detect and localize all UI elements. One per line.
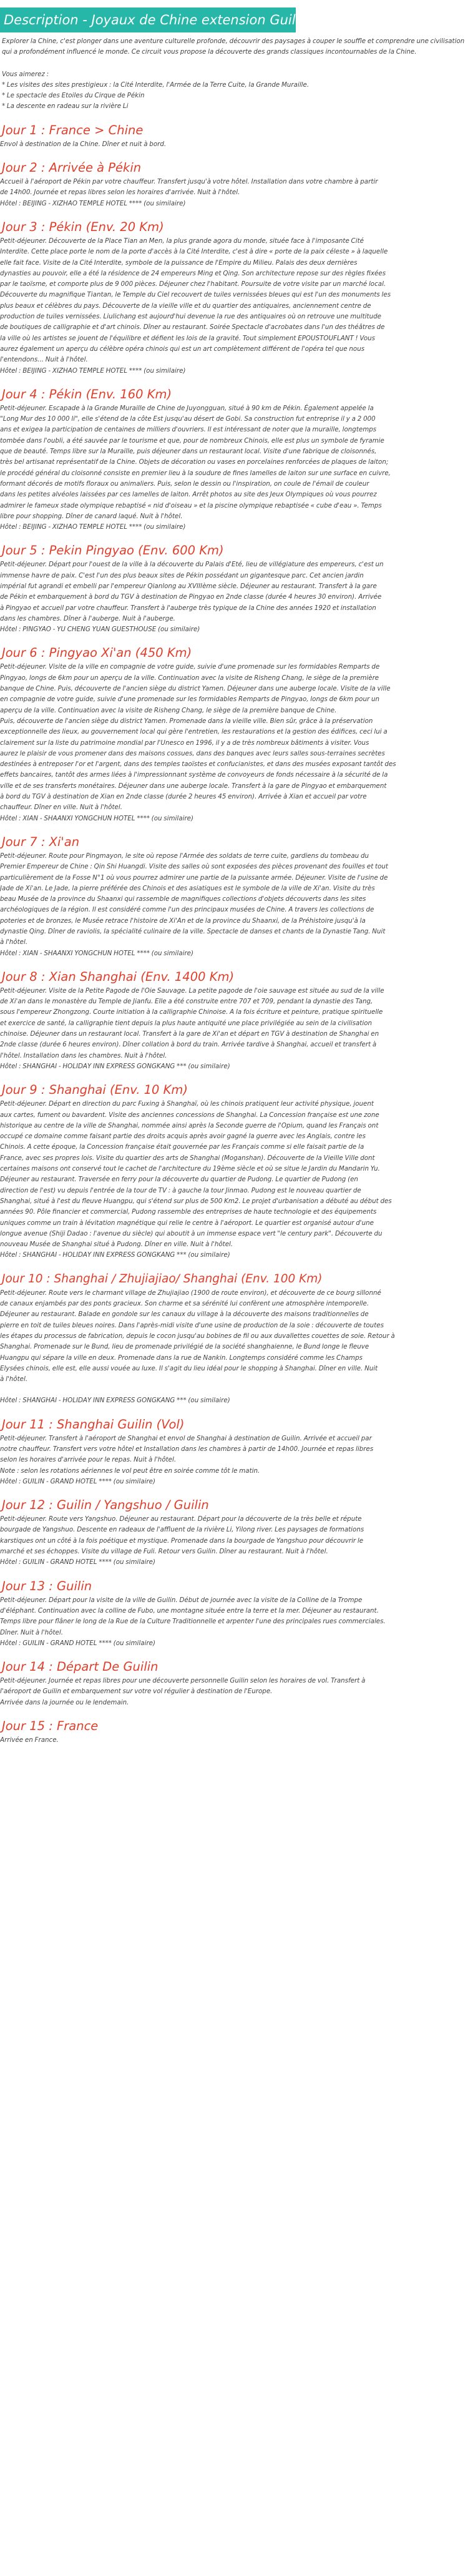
day-text-line: Petit-déjeuner. Visite de la ville en compagnie de votre guide, suivie d'une promenade sur les formidables Remparts de — [0, 663, 380, 671]
day-text-line: l'entendons... Nuit à l'hôtel. — [0, 356, 88, 364]
day-text-line: particulièrement de la Fosse N°1 où vous pourrez admirer une partie de la puissante armée. Déjeuner. Visite de l'usine de — [0, 873, 388, 882]
day-text-line: aux cartes, fument ou bavardent. Visite des anciennes concessions de Shanghai. La Concession française est une zone — [0, 1111, 379, 1119]
day-text-line: et exercice de santé, la calligraphie tient depuis la plus haute antiquité une place privilégiée au sein de la civilisation — [0, 1019, 373, 1027]
day-text-line: Hôtel : SHANGHAI - HOLIDAY INN EXPRESS GONGKANG *** (ou similaire) — [0, 1397, 230, 1405]
day-text-line: Découverte du magnifique Tiantan, le Temple du Ciel recouvert de tuiles vernissées bleues qui est l'un des monuments les — [0, 291, 391, 299]
day-section — [0, 1081, 468, 1261]
day-text-line: tombée dans l'oubli, a été sauvée par le tourisme et que, pour de nombreux Chinois, elle est plus un symbole de fyramie — [0, 436, 384, 445]
day-title: Jour 3 : Pékin (Env. 20 Km) — [2, 219, 164, 234]
highlight-item: * Le spectacle des Etoiles du Cirque de Pékin — [2, 92, 145, 100]
day-section — [0, 1497, 468, 1568]
day-section — [0, 644, 468, 823]
day-text-line: Petit-déjeuner. Route vers Yangshuo. Déjeuner au restaurant. Départ pour la découverte de la très belle et répute — [0, 1515, 362, 1523]
day-description — [0, 986, 468, 1072]
day-text-line: Petit-déjeuner. Escapade à la Grande Muraille de Chine de Juyongguan, situé à 90 km de Pékin. Également appelée la — [0, 404, 374, 412]
day-text-line: aperçu de la ville. Continuation avec la visite de Risheng Chang, le siège de la première banque de Chine. — [0, 706, 337, 714]
day-text-line: d'éléphant. Continuation avec la colline de Fubo, une montagne située entre la terre et la mer. Déjeuner au restaurant. — [0, 1606, 379, 1615]
day-text-line: production de tuiles vernissées. Liulichang est aujourd'hui devenue la rue des antiquaires où on retrouve une multitude — [0, 313, 381, 321]
day-section — [0, 1718, 468, 1746]
day-text-line: Hôtel : SHANGHAI - HOLIDAY INN EXPRESS GONGKANG *** (ou similaire) — [0, 1062, 230, 1070]
day-text-line: Temps libre pour flâner le long de la Rue de la Culture Traditionnelle et arpenter l'une des principales rues commerciales. — [0, 1618, 386, 1626]
day-text-line: France, avec ses propres lois. Visite du quartier des arts de Shanghai (Moganshan). Découverte de la Vieille Ville dont — [0, 1154, 375, 1162]
day-title: Jour 5 : Pekin Pingyao (Env. 600 Km) — [2, 543, 224, 558]
day-text-line: de 14h00. Journée et repas libres selon les horaires d'arrivée. Nuit à l'hôtel. — [0, 189, 240, 197]
day-text-line: dans les petites alvéoles laissées par ces lamelles de laiton. Arrêt photos au site des Jeux Olympiques où vous pourrez — [0, 491, 377, 499]
day-text-line: sous l'empereur Zhongzong. Courte initiation à la calligraphie Chinoise. A la fois écriture et peinture, pratique spirituelle — [0, 1008, 383, 1016]
day-section — [0, 1658, 468, 1708]
day-description — [0, 1514, 468, 1568]
day-text-line: longue avenue (Shiji Dadao : l'avenue du siècle) qui aboutit à un immense espace vert "le century park". Découverte du — [0, 1229, 383, 1237]
day-text-line: Envol à destination de la Chine. Dîner et nuit à bord. — [0, 140, 167, 148]
day-section — [0, 542, 468, 635]
day-description — [0, 851, 468, 959]
day-section — [0, 219, 468, 376]
day-text-line: "Long Mur des 10 000 li", elle s'étend de la côte Est jusqu'au désert de Gobi. Sa construction fut entreprise il y a 2 000 — [0, 415, 376, 423]
day-text-line: Déjeuner au restaurant. Balade en gondole sur les canaux du village à la découverte des maisons traditionnelles de — [0, 1310, 369, 1319]
day-text-line: Chinois. A cette époque, la Concession française était gouvernée par les Français comme si elle faisait partie de la — [0, 1143, 364, 1151]
day-text-line: archéologiques de la région. Il est considéré comme l'un des principaux musées de Chine. A travers les collections de — [0, 906, 374, 914]
day-title: Jour 10 : Shanghai / Zhujiajiao/ Shanghai (Env. 100 Km) — [2, 1272, 323, 1286]
itinerary-content — [0, 36, 468, 1746]
day-text-line: exceptionnelle des lieux, au gouvernement local qui gère l'entretien, les restaurations et la gestion des édifices, ceci lui a — [0, 728, 388, 736]
day-title: Jour 15 : France — [2, 1719, 99, 1734]
day-text-line: la ville où les artistes se jouent de l'équilibre et défient les lois de la gravité. Tout simplement EPOUSTOUFLANT ! Vous — [0, 334, 376, 342]
day-text-line: Hôtel : BEIJING - XIZHAO TEMPLE HOTEL **** (ou similaire) — [0, 523, 186, 531]
day-text-line: beau Musée de la province du Shaanxi qui rassemble de magnifiques collections d'objets découverts dans les sites — [0, 895, 366, 903]
highlight-item: * Les visites des sites prestigieux : la Cité Interdite, l'Armée de la Terre Cuite, la Grande Muraille. — [2, 81, 310, 89]
intro-lead: Vous aimerez : — [2, 70, 49, 78]
day-text-line: Petit-déjeuner. Découverte de la Place Tian an Men, la plus grande agora du monde, située face à l'imposante Cité — [0, 237, 364, 245]
day-text-line: Elysées chinois, elle est, elle aussi vouée au luxe. Il s'agit du lieu idéal pour le shopping à Shanghai. Dîner en ville. Nuit — [0, 1364, 378, 1372]
day-title: Jour 12 : Guilin / Yangshuo / Guilin — [2, 1498, 209, 1513]
day-text-line: Déjeuner au restaurant. Traversée en ferry pour la découverte du quartier de Pudong. Le quartier de Pudong (en — [0, 1176, 358, 1184]
day-text-line: effets bancaires, tantôt des armes liées à l'impressionnant système de convoyeurs de fonds nécessaire à la sécurité de la — [0, 771, 388, 779]
day-text-line: de boutiques de calligraphie et d'art chinois. Dîner au restaurant. Soirée Spectacle d'acrobates dans l'un des théâtres de — [0, 323, 385, 332]
day-text-line: que de beauté. Temps libre sur la Muraille, puis déjeuner dans un restaurant local. Visite d'une fabrique de cloisonnés, — [0, 448, 377, 456]
day-title: Jour 2 : Arrivée à Pékin — [2, 160, 142, 175]
day-text-line: Hôtel : XIAN - SHAANXI YONGCHUN HOTEL **** (ou similaire) — [0, 949, 194, 957]
day-text-line: ans et exigea la participation de centaines de milliers d'ouvriers. Il est intéressant de noter que la muraille, longtemps — [0, 426, 377, 434]
day-text-line: Hôtel : BEIJING - XIZHAO TEMPLE HOTEL **** (ou similaire) — [0, 366, 186, 375]
day-text-line: Petit-déjeuner. Départ en direction du parc Fuxing à Shanghaï, où les chinois pratiquent leur activité physique, jouent — [0, 1100, 374, 1108]
day-text-line: Petit-déjeuner. Transfert à l'aéroport de Shanghai et envol de Shanghai à destination de Guilin. Arrivée et accueil par — [0, 1434, 372, 1442]
day-text-line: Dîner. Nuit à l'hôtel. — [0, 1628, 63, 1636]
day-text-line: Hôtel : GUILIN - GRAND HOTEL **** (ou similaire) — [0, 1639, 156, 1647]
day-title: Jour 6 : Pingyao Xi'an (450 Km) — [2, 646, 192, 661]
day-text-line: Hôtel : GUILIN - GRAND HOTEL **** (ou similaire) — [0, 1477, 156, 1485]
day-text-line: clairement sur la liste du patrimoine mondial par l'Unesco en 1996, il y a de très nombreux bâtiments à visiter. Vous — [0, 739, 369, 747]
day-text-line: Petit-déjeuner. Route vers le charmant village de Zhujiajiao (1900 de route environ), et découverte de ce bourg sillonné — [0, 1289, 381, 1297]
day-section — [0, 386, 468, 533]
day-title: Jour 9 : Shanghai (Env. 10 Km) — [2, 1083, 188, 1098]
day-text-line: aurez le plaisir de vous promener dans des maisons cossues, dans des banques avec leurs salles sous-terraines secrètes — [0, 749, 385, 757]
day-section — [0, 833, 468, 959]
day-description — [0, 559, 468, 635]
day-text-line: direction de l'est) vu depuis l'entrée de la tour de TV : à gauche la tour Jinmao. Pudong est le nouveau quartier de — [0, 1186, 361, 1194]
day-text-line: plus beaux et célèbres du pays. Découverte de la vieille ville et du quartier des antiquaires, anciennement centre de — [0, 302, 371, 310]
day-text-line: occupé ce domaine comme faisant partie des droits acquis après avoir gagné la guerre avec les Anglais, contre les — [0, 1133, 366, 1141]
intro-section — [0, 36, 468, 112]
day-text-line: Arrivée dans la journée ou le lendemain. — [0, 1698, 129, 1706]
day-title: Jour 14 : Départ De Guilin — [2, 1659, 158, 1674]
day-section — [0, 122, 468, 150]
day-text-line: Petit-déjeuner. Visite de la Petite Pagode de l'Oie Sauvage. La petite pagode de l'oie sauvage est située au sud de la ville — [0, 986, 384, 995]
day-description — [0, 236, 468, 376]
day-text-line: années 90. Pôle financier et commercial, Pudong rassemble des entreprises de haute technologie et des équipements — [0, 1208, 377, 1216]
day-text-line: historique au centre de la ville de Shanghai, nommée ainsi après la Seconde guerre de l'Opium, quand les Français ont — [0, 1121, 379, 1129]
day-description — [0, 403, 468, 533]
day-text-line: pierre en toit de tuiles bleues noires. Dans l'après-midi visite d'une usine de production de la soie : découverte de toutes — [0, 1321, 384, 1329]
day-description — [0, 1288, 468, 1407]
day-text-line: libre pour shopping. Dîner de canard laqué. Nuit à l'hôtel. — [0, 512, 183, 520]
day-text-line: Petit-déjeuner. Journée et repas libres pour une découverte personnelle Guilin selon les horaires de vol. Transfert à — [0, 1677, 366, 1685]
day-text-line: Hôtel : GUILIN - GRAND HOTEL **** (ou similaire) — [0, 1558, 156, 1566]
day-text-line: Petit-déjeuner. Route pour Pingmayon, le site où repose l'Armée des soldats de terre cuite, gardiens du tombeau du — [0, 852, 369, 860]
day-text-line: banque de Chine. Puis, découverte de l'ancien siège du district Yamen. Déjeuner dans une auberge locale. Visite de la ville — [0, 685, 391, 693]
day-text-line: par le taoïsme, et comporte plus de 9 000 pièces. Déjeuner chez l'habitant. Poursuite de votre visite par un marché local. — [0, 280, 386, 288]
day-description — [0, 1676, 468, 1708]
day-text-line: en compagnie de votre guide, suivie d'une promenade sur les formidables Remparts de Pingyao, longs de 6km pour un — [0, 696, 380, 704]
day-description — [0, 139, 468, 150]
day-text-line: Jade de Xi'an. Le Jade, la pierre préférée des Chinois et des asiatiques est le symbole de la ville de Xi'an. Visite du très — [0, 884, 375, 892]
day-section — [0, 1578, 468, 1649]
highlights-list — [0, 80, 468, 112]
day-title: Jour 11 : Shanghai Guilin (Vol) — [2, 1417, 185, 1432]
day-text-line: poteries et de bronzes, le Musée retrace l'histoire de Xi'An et de la province du Shaanxi, de la Préhistoire jusqu'à la — [0, 917, 366, 925]
day-title: Jour 4 : Pékin (Env. 160 Km) — [2, 386, 172, 401]
day-text-line: karstiques ont un côté à la fois poétique et mystique. Promenade dans la bourgade de Yangshuo pour découvrir le — [0, 1536, 364, 1545]
day-text-line: Petit-déjeuner. Départ pour la visite de la ville de Guilin. Début de journée avec la visite de la Colline de la Trompe — [0, 1596, 363, 1604]
day-description — [0, 1433, 468, 1487]
day-section — [0, 968, 468, 1072]
day-text-line: Note : selon les rotations aériennes le vol peut être en soirée comme tôt le matin. — [0, 1467, 260, 1475]
day-text-line: le procédé général du cloisonné consiste en premier lieu à la soudure de fines lamelles de laiton sur une surface en cuivre, — [0, 469, 391, 477]
day-title: Jour 7 : Xi'an — [2, 834, 80, 849]
day-text-line: elle fait face. Visite de la Cité Interdite, symbole de la puissance de l'Empire du Milieu. Palais des deux dernières — [0, 258, 358, 267]
highlight-item: * La descente en radeau sur la rivière Li — [2, 102, 129, 111]
day-text-line: de Pékin et embarquement à bord du TGV à destination de Pingyao en 2nde classe (durée 4 heures 30 environ). Arrivée — [0, 593, 382, 601]
day-text-line: à bord du TGV à destination de Xian en 2nde classe (durée 2 heures 45 environ). Arrivée à Xian et accueil par votre — [0, 793, 367, 801]
day-description — [0, 1735, 468, 1746]
day-description — [0, 1099, 468, 1261]
day-text-line: bourgade de Yangshuo. Descente en radeaux de l'affluent de la rivière Li, Yilong river. Les paysages de formations — [0, 1526, 364, 1534]
day-section — [0, 1271, 468, 1407]
intro-paragraph: Explorer la Chine, c'est plonger dans une aventure culturelle profonde, découvrir des paysages à couper le souffle et comprendre une civilisation qui a profondément influencé le monde. Ce circuit vous propose la découverte des grands classiques incontournables de la Chine. — [2, 37, 465, 56]
day-text-line: Premier Empereur de Chine : Qin Shi Huangdi. Visite des salles où sont exposées des pièces provenant des fouilles et tout — [0, 863, 388, 871]
day-section — [0, 1416, 468, 1487]
day-text-line: impérial fut agrandi et embelli par l'empereur Qianlong au XVIIIème siècle. Déjeuner au restaurant. Transfert à la gare — [0, 582, 377, 590]
day-text-line: l'hôtel. Installation dans les chambres. Nuit à l'hôtel. — [0, 1051, 167, 1059]
day-text-line: à l'hôtel. — [0, 1375, 28, 1384]
days-list — [0, 122, 468, 1746]
day-text-line: à l'hôtel. — [0, 938, 28, 946]
day-text-line: Shanghai, situé à l'est du fleuve Huangpu, qui s'étend sur plus de 500 Km2. Le projet d'urbanisation a débuté au début des — [0, 1197, 392, 1205]
day-text-line: dans les chambres. Dîner à l'auberge. Nuit à l'auberge. — [0, 614, 175, 622]
title-banner — [0, 7, 373, 32]
day-text-line: Arrivée en France. — [0, 1736, 59, 1744]
day-text-line: dynastie Qing. Dîner de raviolis, la spécialité culinaire de la ville. Spectacle de danses et chants de la Dynastie Tang. Nuit — [0, 928, 386, 935]
day-text-line: Interdite. Cette place porte le nom de la porte d'accès à la Cité Interdite, c'est à dire « porte de la paix céleste » à laquelle — [0, 248, 388, 256]
day-text-line: ville et de ses transferts monétaires. Déjeuner dans une auberge locale. Transfert à la gare de Pingyao et embarquement — [0, 782, 387, 790]
day-text-line: formant décorés de motifs floraux ou animaliers. Puis, selon le dessin ou l'inspiration, on coule de l'émail de couleur — [0, 479, 369, 488]
day-text-line: Hôtel : BEIJING - XIZHAO TEMPLE HOTEL **** (ou similaire) — [0, 199, 186, 207]
day-text-line: Accueil à l'aéroport de Pékin par votre chauffeur. Transfert jusqu'à votre hôtel. Installation dans votre chambre à partir — [0, 178, 378, 186]
day-text-line: selon les horaires d'arrivée pour le repas. Nuit à l'hôtel. — [0, 1456, 177, 1464]
day-text-line: destinées à entreposer l'or et l'argent, dans des temples taoïstes et confucianistes, et dans des musées exposant tantôt des — [0, 760, 396, 769]
day-text-line: 2nde classe (durée 6 heures environ). Dîner collation à bord du train. Arrivée tardive à Shanghai, accueil et transfert à — [0, 1041, 377, 1049]
day-text-line: Hôtel : PINGYAO - YU CHENG YUAN GUESTHOUSE (ou similaire) — [0, 626, 200, 634]
day-text-line: très bel artisanat représentatif de la Chine. Objets de décoration ou vases en porcelaines renforcées de plaques de laiton; — [0, 458, 389, 466]
day-text-line: Hôtel : XIAN - SHAANXI YONGCHUN HOTEL **** (ou similaire) — [0, 814, 194, 822]
day-description — [0, 1595, 468, 1649]
day-text-line: l'aéroport de Guilin et embarquement sur votre vol régulier à destination de l'Europe. — [0, 1688, 273, 1696]
day-description — [0, 662, 468, 823]
day-text-line: à Pingyao et accueil par votre chauffeur. Transfert à l'auberge très typique de la Chine des années 1920 et installation — [0, 604, 376, 612]
day-text-line: Hôtel : SHANGHAI - HOLIDAY INN EXPRESS GONGKANG *** (ou similaire) — [0, 1251, 230, 1259]
day-section — [0, 159, 468, 209]
day-text-line: Pingyao, longs de 6km pour un aperçu de la ville. Continuation avec la visite de Risheng Chang, le siège de la première — [0, 674, 379, 682]
day-text-line: chinoise. Déjeuner dans un restaurant local. Transfert à la gare de Xi'an et départ en TGV à destination de Shanghai en — [0, 1030, 379, 1038]
day-text-line: Puis, découverte de l'ancien siège du district Yamen. Promenade dans la vieille ville. Bien sûr, grâce à la préservation — [0, 717, 373, 725]
page-title: Description - Joyaux de Chine extension Guilin - 15J/12N — [4, 12, 373, 27]
day-text-line: chauffeur. Dîner en ville. Nuit à l'hôtel. — [0, 804, 123, 812]
day-text-line: notre chauffeur. Transfert vers votre hôtel et Installation dans les chambres à partir de 14h00. Journée et repas libres — [0, 1445, 374, 1453]
day-text-line: certaines maisons ont conservé tout le cachet de l'architecture du 19ème siècle et où se situe le Jardin du Mandarin Yu. — [0, 1165, 380, 1173]
day-text-line: uniques comme un train à lévitation magnétique qui relie le centre à l'aéroport. Le quartier est organisé autour d'une — [0, 1219, 374, 1227]
day-title: Jour 8 : Xian Shanghai (Env. 1400 Km) — [2, 969, 235, 984]
day-text-line: Shanghai. Promenade sur le Bund, lieu de promenade privilégié de la société shanghaienne, le Bund longe le fleuve — [0, 1343, 369, 1351]
day-text-line: admirer le fameux stade olympique rebaptisé « nid d'oiseau » et la piscine olympique rebaptisée « cube d'eau ». Temps — [0, 501, 382, 509]
day-text-line: de canaux enjambés par des ponts gracieux. Son charme et sa sérénité lui confèrent une atmosphère intemporelle. — [0, 1300, 369, 1308]
day-text-line: de Xi'an dans le monastère du Temple de Jianfu. Elle a été construite entre 707 et 709, pendant la dynastie des Tang, — [0, 998, 373, 1006]
day-title: Jour 1 : France > Chine — [2, 122, 144, 137]
day-text-line: Huangpu qui sépare la ville en deux. Promenade dans la rue de Nankin. Longtemps considéré comme les Champs — [0, 1354, 363, 1362]
day-text-line: marché et ses échoppes. Visite du village de Fuli. Retour vers Guilin. Dîner au restaurant. Nuit à l'hôtel. — [0, 1548, 328, 1556]
day-text-line: les étapes du processus de fabrication, depuis le cocon jusqu'au bobines de fil ou aux duvallettes couettes de soie. Retour à — [0, 1332, 395, 1340]
day-text-line: nouveau Musée de Shanghai situé à Pudong. Dîner en ville. Nuit à l'hôtel. — [0, 1241, 233, 1249]
day-title: Jour 13 : Guilin — [2, 1578, 92, 1593]
day-description — [0, 177, 468, 209]
day-text-line: Petit-déjeuner. Départ pour l'ouest de la ville à la découverte du Palais d'Eté, lieu de villégiature des empereurs, c'est un — [0, 561, 384, 569]
day-text-line: aurez également un aperçu du célèbre opéra chinois qui est un art complètement différent de l'opéra tel que nous — [0, 345, 365, 353]
day-text-line: dynasties au pouvoir, elle a été la résidence de 24 empereurs Ming et Qing. Son architecture repose sur des règles fixées — [0, 269, 386, 277]
day-text-line: immense havre de paix. C'est l'un des plus beaux sites de Pékin possédant un gigantesque parc. Cet ancien jardin — [0, 571, 364, 579]
